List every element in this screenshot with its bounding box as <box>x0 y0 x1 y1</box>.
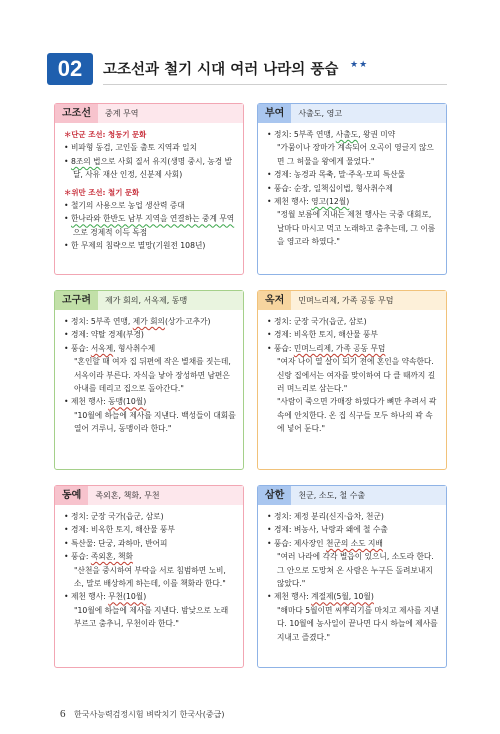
card-caption <box>55 291 243 310</box>
card-tag: 고조선 <box>55 104 98 123</box>
card-goguryeo <box>54 290 244 470</box>
page-footer <box>60 708 224 720</box>
list-item: • 철기의 사용으로 농업 생산력 증대 <box>64 201 185 211</box>
list-item: • 풍습: 족외혼, 책화 <box>64 552 133 562</box>
quote: "10월에 하늘에 제사를 지낸다. 백성들이 대회를 열어 겨루니, 동맹이라 한다." <box>74 410 236 434</box>
card-caption <box>258 486 446 505</box>
card-tag: 고구려 <box>55 291 98 310</box>
list-item: • 특산물: 단궁, 과하마, 반어피 <box>64 538 168 548</box>
card-body <box>55 310 243 436</box>
card-samhan <box>257 485 447 668</box>
list-item: • 제천 행사: 계절제(5월, 10월) <box>267 592 374 602</box>
importance-stars: ★★ <box>350 60 369 70</box>
page-number: 6 <box>60 708 66 720</box>
card-buyeo <box>257 103 447 275</box>
list-item: • 경제: 벼농사, 낙랑과 왜에 철 수출 <box>267 525 388 535</box>
card-tag: 동예 <box>55 486 88 505</box>
section-title: 고조선과 철기 시대 여러 나라의 풍습 <box>103 62 339 78</box>
list-item: • 풍습: 순장, 일책십이법, 형사취수제 <box>267 183 393 193</box>
card-desc: 제가 회의, 서옥제, 동맹 <box>104 296 188 305</box>
card-dongye <box>54 485 244 668</box>
card-okjeo <box>257 290 447 470</box>
list-item: • 8조의 법으로 사회 질서 유지(생명 중시, 농경 발달, 사유 재산 인정, 신분제 사회) <box>64 156 233 180</box>
list-item: • 경제: 약탈 경제(부경) <box>64 330 144 340</box>
section-number-badge: 02 <box>47 53 93 85</box>
quote: "가뭄이나 장마가 계속되어 오곡이 영글지 않으면 그 허물을 왕에게 물었다." <box>277 143 434 166</box>
section-header <box>47 53 447 85</box>
card-body <box>258 310 446 436</box>
list-item: • 경제: 비옥한 토지, 해산물 풍부 <box>267 330 378 340</box>
list-item: • 정치: 제정 분리(신지·읍차, 천군) <box>267 512 384 521</box>
header-rule <box>103 84 447 85</box>
list-item: • 정치: 군장 국가(읍군, 삼로) <box>64 512 164 521</box>
list-item: • 정치: 군장 국가(읍군, 삼로) <box>267 317 367 326</box>
card-body <box>258 123 446 249</box>
list-item: • 풍습: 민며느리제, 가족 공동 무덤 <box>267 343 386 353</box>
card-caption <box>55 104 243 123</box>
list-item: • 풍습: 서옥제, 형사취수제 <box>64 343 156 353</box>
card-desc: 민며느리제, 가족 공동 무덤 <box>298 296 394 305</box>
list-item: • 제천 행사: 무천(10월) <box>64 592 147 602</box>
card-tag: 삼한 <box>258 486 291 505</box>
card-desc: 천군, 소도, 철 수출 <box>298 491 366 500</box>
list-item: • 경제: 비옥한 토지, 해산물 풍부 <box>64 525 175 535</box>
card-body <box>55 123 243 253</box>
quote: "혼인할 때 여자 집 뒤편에 작은 별채를 짓는데, 서옥이라 부른다. 자식을 낳아 장성하면 남편은 아내를 데리고 집으로 돌아간다." <box>74 357 231 394</box>
list-item: • 제천 행사: 동맹(10월) <box>64 397 147 407</box>
quote: "여러 나라에 각각 별읍이 있으니, 소도라 한다. 그 안으로 도망쳐 온 사람은 누구든 돌려보내지 않았다." <box>277 552 434 589</box>
list-item: • 비파형 동검, 고인돌 출토 지역과 일치 <box>64 143 198 153</box>
card-tag: 옥저 <box>258 291 291 310</box>
card-desc: 사출도, 영고 <box>298 109 343 118</box>
list-item: • 한 무제의 침략으로 멸망(기원전 108년) <box>64 241 206 251</box>
book-title: 한국사능력검정시험 벼락치기 한국사(중급) <box>74 710 225 719</box>
quote: "여자 나이 열 살이 되기 전에 혼인을 약속한다. 신랑 집에서는 여자를 맞이하여 다 클 때까지 길러 며느리로 삼는다." <box>277 357 436 394</box>
list-item: • 제천 행사: 영고(12월) <box>267 197 350 207</box>
card-desc: 중계 무역 <box>104 109 139 118</box>
quote: "산천을 중시하여 부락을 서로 침범하면 노비, 소, 말로 배상하게 하는데, 이를 책화라 한다." <box>74 565 226 589</box>
card-body <box>258 505 446 644</box>
card-tag: 부여 <box>258 104 291 123</box>
card-caption <box>258 291 446 310</box>
quote: "해마다 5월이면 씨뿌리기를 마치고 제사를 지낸다. 10월에 농사일이 끝나면 다시 하늘에 제사를 지내고 즐겼다." <box>277 605 439 642</box>
list-item: • 정치: 5부족 연맹, 사출도, 왕권 미약 <box>267 130 396 139</box>
sub-heading: ＊위만 조선: 철기 문화 <box>64 187 140 197</box>
quote: "10월에 하늘에 제사를 지낸다. 밤낮으로 노래 부르고 춤추니, 무천이라 한다." <box>74 605 229 629</box>
list-item: • 경제: 농경과 목축, 말·주옥·모피 특산물 <box>267 170 406 180</box>
list-item: • 풍습: 제사장인 천군의 소도 지배 <box>267 538 383 548</box>
card-caption <box>258 104 446 123</box>
list-item: • 한나라와 한반도 남부 지역을 연결하는 중계 무역으로 경제적 이득 독점 <box>64 214 235 237</box>
card-caption <box>55 486 243 505</box>
card-desc: 족외혼, 책화, 무천 <box>95 491 160 500</box>
quote: "정월 보름에 지내는 제천 행사는 국중 대회로, 날마다 마시고 먹고 노래하고 춤추는데, 그 이름을 영고라 하였다." <box>277 210 436 247</box>
list-item: • 정치: 5부족 연맹, 제가 회의(상가·고추가) <box>64 317 211 326</box>
card-body <box>55 505 243 631</box>
sub-heading: ＊단군 조선: 청동기 문화 <box>64 130 147 139</box>
quote: "사람이 죽으면 가매장 하였다가 뼈만 추려서 곽 속에 안치한다. 온 집 식구들 모두 하나의 곽 속에 넣어 둔다." <box>277 397 437 434</box>
card-gojoseon <box>54 103 244 275</box>
